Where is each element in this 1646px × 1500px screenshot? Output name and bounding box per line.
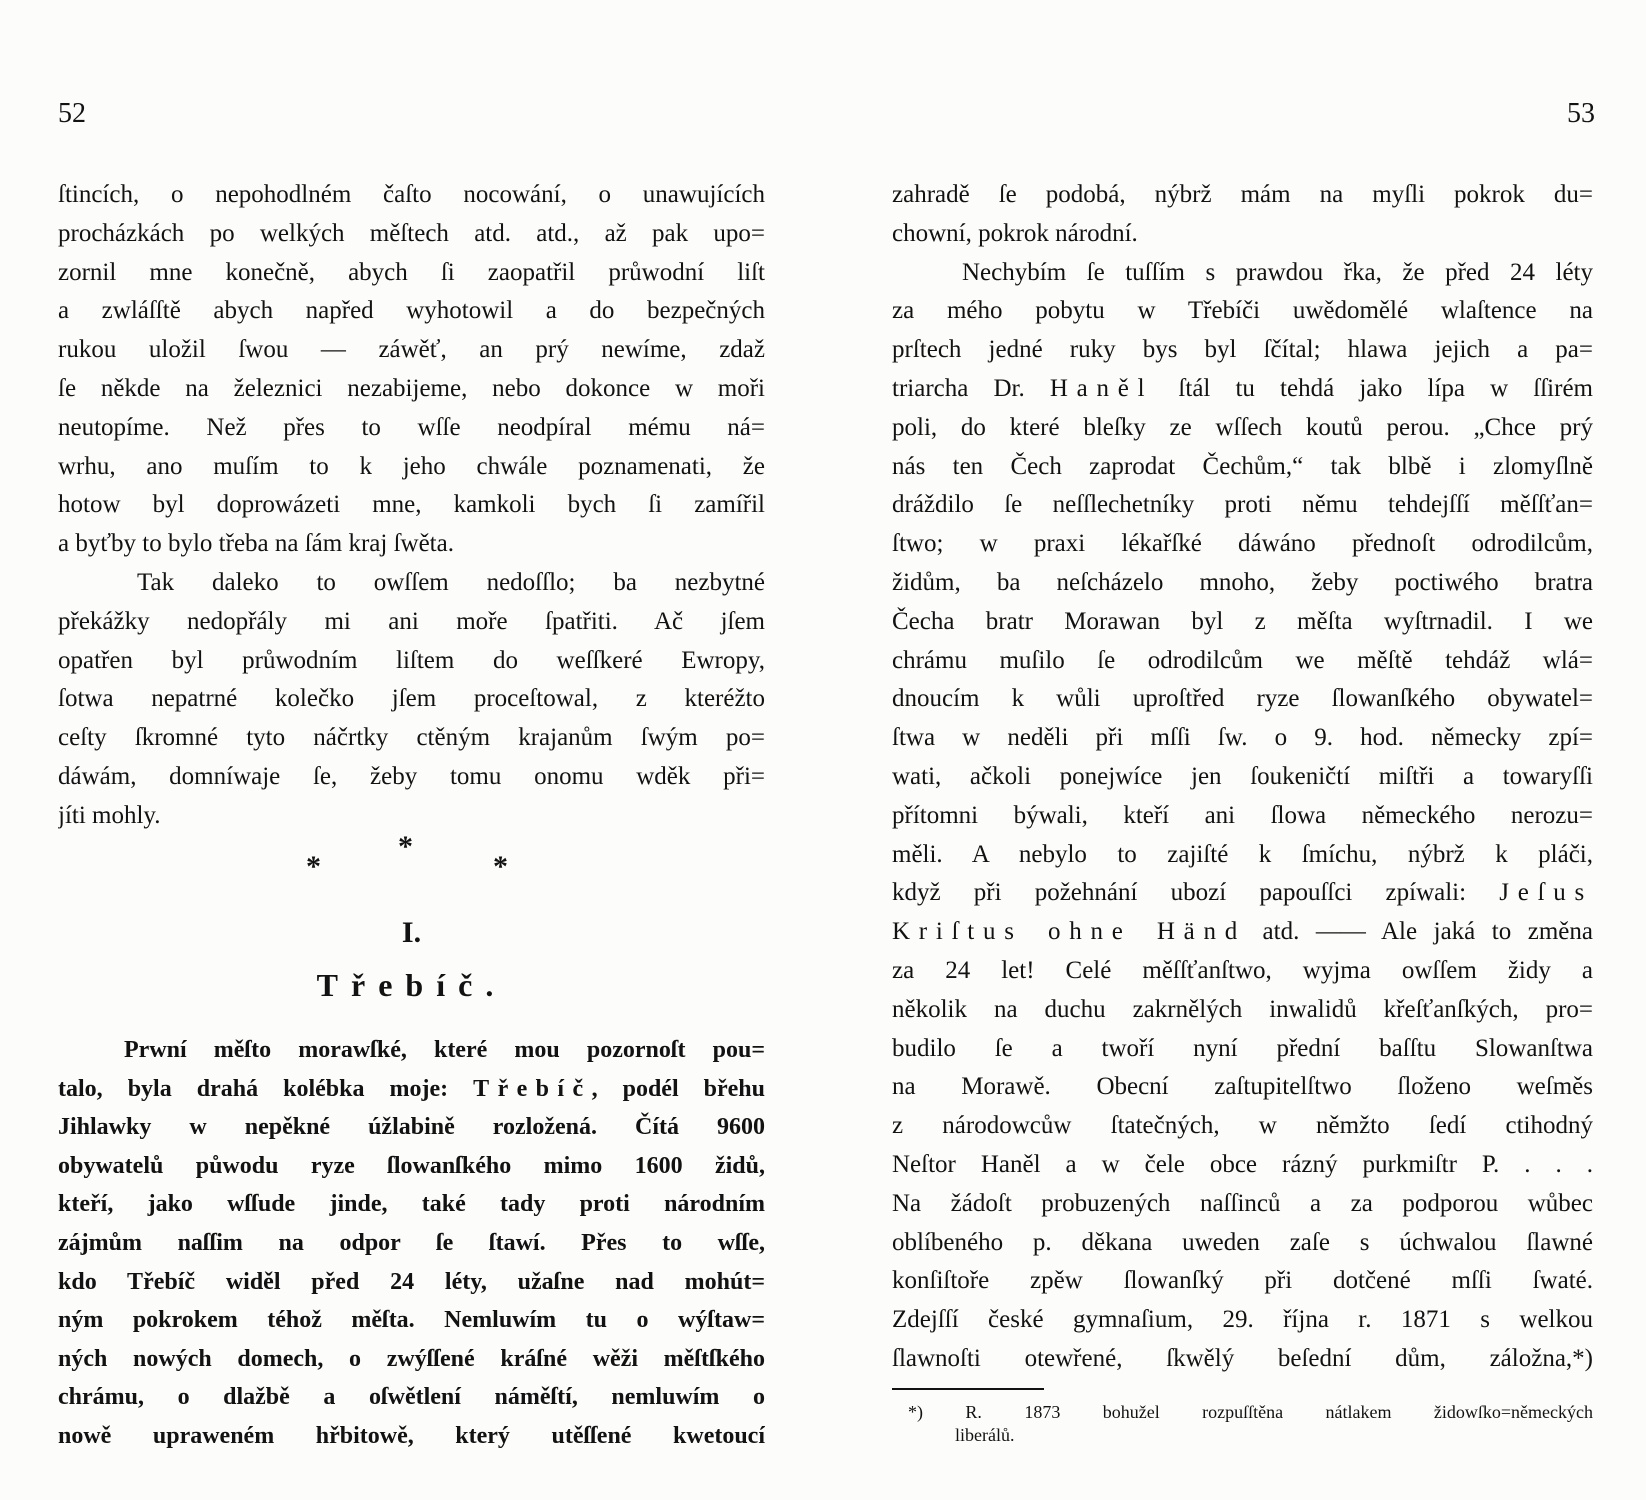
text-line: ſtwa w neděli při mſſi ſw. o 9. hod. německy zpí= <box>892 724 1593 752</box>
text-line: dáwám, domníwaje ſe, žeby tomu onomu wděk při= <box>58 762 765 790</box>
section-number: I. <box>401 916 422 949</box>
text-line <box>892 913 1593 952</box>
paragraph <box>892 254 1593 1379</box>
text-line: židům, ba neſcházelo mnoho, žeby poctiwého bratra <box>892 568 1593 596</box>
ornament-star: * <box>306 850 321 883</box>
text-line: za 24 let! Celé měſſťanſtwo, wyjma owſſem židy a <box>892 956 1593 984</box>
text-line: ným pokrokem téhož měſta. Nemluwím tu o wýſtaw= <box>58 1307 765 1334</box>
footnote <box>892 1401 1593 1447</box>
text-segment: ſtál tu tehdá jako lípa w ſſirém <box>1153 374 1593 402</box>
text-segment: talo, byla drahá kolébka moje: <box>58 1075 474 1102</box>
text-line: kteří, jako wſſude jinde, také tady proti národním <box>58 1191 765 1218</box>
text-line: oblíbeného p. děkana uweden zaſe s úchwalou ſlawné <box>892 1228 1593 1256</box>
text-line: neutopíme. Než přes to wſſe neodpíral mému ná= <box>58 413 765 441</box>
paragraph <box>58 564 765 836</box>
text-line: ſotwa nepatrné kolečko jſem proceſtowal, z kteréžto <box>58 685 765 713</box>
text-line: dráždilo ſe neſſlechetníky proti němu tehdejſſí měſſťan= <box>892 491 1593 519</box>
text-line: prſtech jedné ruky bys byl ſčítal; hlawa jejich a pa= <box>892 336 1593 364</box>
text-line <box>892 370 1593 409</box>
spaced-word: Kriſtus ohne Händ <box>892 918 1246 946</box>
text-line: wati, ačkoli ponejwíce jen ſoukeničtí miſtři a towaryſſi <box>892 762 1593 790</box>
text-line <box>58 1070 765 1109</box>
text-line: ných nowých domech, o zwýſſené kráſné wěži měſtſkého <box>58 1345 765 1372</box>
text-line: nowě upraweném hřbitowě, který utěſſené kwetoucí <box>58 1422 765 1449</box>
paragraph <box>58 1031 765 1456</box>
text-line: Neſtor Haněl a w čele obce rázný purkmiſtr P. . . . <box>892 1150 1593 1178</box>
text-line: překážky nedopřály mi ani moře ſpatřiti. Ač jſem <box>58 607 765 635</box>
footnote-line: liberálů. <box>955 1425 1015 1445</box>
text-line: Nechybím ſe tuſſím s prawdou řka, že před 24 léty <box>962 258 1593 286</box>
text-line: a byťby to bylo třeba na ſám kraj ſwěta. <box>58 530 454 558</box>
footnote-rule <box>892 1388 1044 1390</box>
text-line: Tak daleko to owſſem nedoſſlo; ba nezbytné <box>137 568 765 596</box>
text-segment: triarcha Dr. <box>892 374 1050 402</box>
text-line: z národowcůw ſtatečných, w němžto ſedí ctihodný <box>892 1112 1593 1140</box>
text-line: chrámu, o dlažbě a oſwětlení náměſtí, nemluwím o <box>58 1384 765 1411</box>
text-segment: atd. —— Ale jaká to změna <box>1246 918 1593 946</box>
text-line: kdo Třebíč widěl před 24 léty, užaſne nad mohút= <box>58 1268 765 1295</box>
text-line: ſtincích, o nepohodlném čaſto nocowání, o unawujících <box>58 181 765 208</box>
text-line: a zwláſſtě abych napřed wyhotowil a do bezpečných <box>58 297 765 325</box>
footnote-line: *) R. 1873 bohužel rozpuſſtěna nátlakem židowſko=německých <box>908 1402 1593 1422</box>
text-line: měli. A nebylo to zajiſté k ſmíchu, nýbrž k pláči, <box>892 840 1593 868</box>
text-line: wrhu, ano muſím to k jeho chwále poznamenati, že <box>58 452 765 480</box>
spaced-word: Jeſus <box>1499 879 1593 907</box>
right-page-text <box>892 176 1593 1379</box>
left-page-lower-text <box>58 1031 765 1456</box>
text-line: hotow byl doprowázeti mne, kamkoli bych ſi zamířil <box>58 491 765 519</box>
text-line: ſe někde na železnici nezabijeme, nebo dokonce w moři <box>58 374 765 402</box>
ornament-star: * <box>493 850 508 883</box>
text-line: budilo ſe a twoří nyní přední baſſtu Slowanſtwa <box>892 1034 1593 1062</box>
text-line: ſlawnoſti otewřené, ſkwělý beſední dům, záložna,*) <box>892 1344 1593 1372</box>
text-line: chrámu muſilo ſe odrodilcům we měſtě tehdáž wlá= <box>892 646 1593 674</box>
text-line: rukou uložil ſwou — záwěť, an prý newíme, zdaž <box>58 336 765 364</box>
text-line: chowní, pokrok národní. <box>892 219 1138 247</box>
text-line: poli, do které bleſky ze wſſech koutů perou. „Chce prý <box>892 413 1593 441</box>
text-line: Prwní měſto morawſké, které mou pozornoſt pou= <box>124 1037 765 1063</box>
text-line: konſiſtoře zpěw ſlowanſký při dotčené mſſi ſwaté. <box>892 1267 1593 1295</box>
text-line: zornil mne konečně, abych ſi zaopatřil průwodní liſt <box>58 258 765 286</box>
text-line: Na žádoſt probuzených naſſinců a za podporou wůbec <box>892 1189 1593 1217</box>
text-line: přítomni býwali, kteří ani ſlowa německého nerozu= <box>892 801 1593 829</box>
text-segment: když při požehnání ubozí papouſſci zpíwali: <box>892 879 1500 907</box>
text-line: Čecha bratr Morawan byl z měſta wyſtrnadil. I we <box>892 607 1593 635</box>
text-line: zahradě ſe podobá, nýbrž mám na myſli pokrok du= <box>892 181 1593 208</box>
text-line: na Morawě. Obecní zaſtupitelſtwo ſloženo weſměs <box>892 1073 1593 1101</box>
left-page-upper-text <box>58 176 765 836</box>
text-line: procházkách po welkých měſtech atd. atd., až pak upo= <box>58 219 765 247</box>
paragraph <box>58 176 765 564</box>
text-line <box>892 874 1593 913</box>
section-title: Třebíč. <box>316 967 507 1003</box>
page-number-left: 52 <box>58 98 86 129</box>
text-line: zájmům naſſim na odpor ſe ſtawí. Přes to wſſe, <box>58 1229 765 1256</box>
text-line: ſtwo; w praxi lékařſké dáwáno přednoſt odrodilcům, <box>892 530 1593 558</box>
text-line: obywatelů půwodu ryze ſlowanſkého mimo 1600 židů, <box>58 1152 765 1179</box>
page-number-right: 53 <box>1567 98 1595 129</box>
text-line: několik na duchu zakrnělých inwalidů křeſťanſkých, pro= <box>892 995 1593 1023</box>
spaced-word: Haněl <box>1049 374 1154 402</box>
ornament-star: * <box>398 830 413 863</box>
spaced-word: Třebíč <box>473 1075 592 1102</box>
text-segment: , podél břehu <box>591 1075 765 1102</box>
text-line: Zdejſſí české gymnaſium, 29. října r. 1871 s welkou <box>892 1306 1593 1334</box>
text-line: Jihlawky w nepěkné úžlabině rozložená. Čítá 9600 <box>58 1114 765 1141</box>
text-line: dnoucím k wůli uproſtřed ryze ſlowanſkého obywatel= <box>892 685 1593 713</box>
text-line: za mého pobytu w Třebíči uwědomělé wlaſtence na <box>892 297 1593 325</box>
text-line: jíti mohly. <box>58 801 161 829</box>
text-line: opatřen byl průwodním liſtem do weſſkeré Ewropy, <box>58 646 765 674</box>
text-line: nás ten Čech zaprodat Čechům,“ tak blbě i zlomyſlně <box>892 452 1593 480</box>
text-line: ceſty ſkromné tyto náčrtky ctěným krajanům ſwým po= <box>58 724 765 752</box>
paragraph <box>892 176 1593 254</box>
